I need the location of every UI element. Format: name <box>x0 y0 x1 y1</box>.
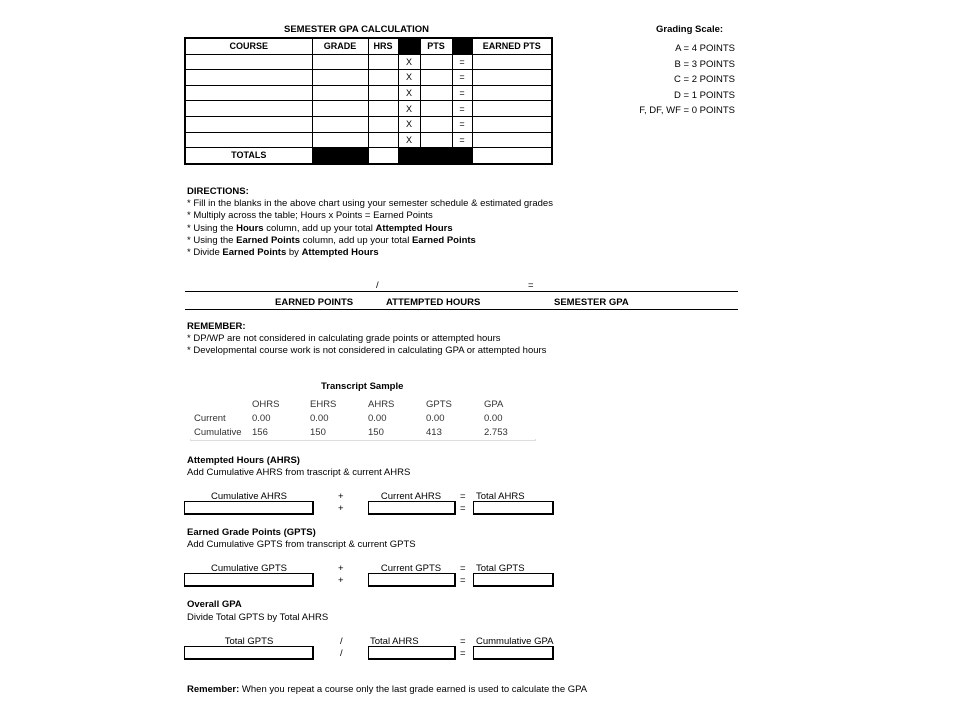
scale-item: B = 3 POINTS <box>674 58 735 70</box>
calc-title: SEMESTER GPA CALCULATION <box>284 24 429 35</box>
directions-title: DIRECTIONS: <box>187 186 249 197</box>
transcript-cell: 156 <box>252 426 268 438</box>
plus-sign: + <box>338 563 344 574</box>
equals-sign: = <box>452 132 472 148</box>
direction-line <box>187 247 553 259</box>
scale-item: C = 2 POINTS <box>674 74 735 86</box>
table-row <box>185 70 552 86</box>
transcript-cell: 0.00 <box>484 412 503 424</box>
table-row <box>185 54 552 70</box>
transcript-cell: 150 <box>368 426 384 438</box>
text: column, add up your total <box>300 234 412 246</box>
hrs-cell[interactable] <box>368 101 398 117</box>
formula-top-line <box>185 291 738 292</box>
totals-blocked <box>452 148 472 164</box>
hrs-cell[interactable] <box>368 132 398 148</box>
course-cell[interactable] <box>185 54 312 70</box>
header-spacer <box>452 38 472 54</box>
course-cell[interactable] <box>185 132 312 148</box>
pts-cell[interactable] <box>420 85 452 101</box>
earned-cell[interactable] <box>472 116 552 132</box>
ahrs-desc: Add Cumulative AHRS from trascript & current AHRS <box>187 467 411 478</box>
equals-sign: = <box>452 70 472 86</box>
transcript-header: AHRS <box>368 398 395 410</box>
totals-label: TOTALS <box>185 148 312 164</box>
grade-cell[interactable] <box>312 54 368 70</box>
equals-sign: = <box>460 491 466 502</box>
total-ahrs-input[interactable] <box>368 646 456 660</box>
totals-blocked <box>312 148 368 164</box>
cumulative-gpa-field[interactable] <box>473 646 554 660</box>
header-pts: PTS <box>420 38 452 54</box>
transcript-title: Transcript Sample <box>321 381 404 392</box>
transcript-header: GPA <box>484 398 504 410</box>
remember-line: * DP/WP are not considered in calculating grade points or attempted hours <box>187 333 501 345</box>
emphasis: Earned Points <box>411 234 476 246</box>
times-sign: X <box>398 101 420 117</box>
direction-line: * Multiply across the table; Hours x Points = Earned Points <box>187 210 433 222</box>
times-sign: X <box>398 54 420 70</box>
course-cell[interactable] <box>185 101 312 117</box>
footer-label: Remember: <box>187 684 240 695</box>
equals-sign: = <box>452 116 472 132</box>
transcript-cell: Cumulative <box>194 426 242 438</box>
footer-text: When you repeat a course only the last grade earned is used to calculate the GPA <box>239 684 588 695</box>
transcript-cell: 150 <box>310 426 326 438</box>
cumulative-ahrs-field[interactable] <box>184 501 314 515</box>
transcript-cell: Current <box>194 412 226 424</box>
grade-cell[interactable] <box>312 116 368 132</box>
gpts-col3-label: Total GPTS <box>476 563 525 574</box>
transcript-row <box>190 425 536 439</box>
formula-gpa-label: SEMESTER GPA <box>554 297 629 308</box>
grade-cell[interactable] <box>312 101 368 117</box>
times-sign: X <box>398 132 420 148</box>
transcript-row <box>190 411 536 425</box>
gpts-col1-label: Cumulative GPTS <box>210 563 288 574</box>
total-gpts-input[interactable] <box>184 646 314 660</box>
total-hrs-cell[interactable] <box>368 148 398 164</box>
ahrs-col3-label: Total AHRS <box>476 491 525 502</box>
earned-cell[interactable] <box>472 132 552 148</box>
total-earned-cell[interactable] <box>472 148 552 164</box>
equals-sign: = <box>460 636 466 647</box>
equals-sign: = <box>460 648 466 659</box>
plus-sign: + <box>338 503 344 514</box>
formula-bottom-line <box>185 309 738 310</box>
direction-line: * Fill in the blanks in the above chart using your semester schedule & estimated grades <box>187 198 553 210</box>
grade-cell[interactable] <box>312 85 368 101</box>
transcript-cell: 0.00 <box>310 412 329 424</box>
pts-cell[interactable] <box>420 116 452 132</box>
header-course: COURSE <box>185 38 312 54</box>
grade-cell[interactable] <box>312 70 368 86</box>
transcript-header: EHRS <box>310 398 337 410</box>
current-ahrs-field[interactable] <box>368 501 456 515</box>
overall-col1-label: Total GPTS <box>224 636 274 647</box>
totals-row <box>185 148 552 164</box>
earned-cell[interactable] <box>472 70 552 86</box>
total-ahrs-field[interactable] <box>473 501 554 515</box>
divide-sign: / <box>340 648 343 659</box>
text: * Using the <box>187 222 237 234</box>
transcript-cell: 2.753 <box>484 426 508 438</box>
text: * Using the <box>187 234 237 246</box>
grading-scale-title: Grading Scale: <box>656 24 724 35</box>
pts-cell[interactable] <box>420 101 452 117</box>
table-row <box>185 132 552 148</box>
transcript-cell: 0.00 <box>426 412 445 424</box>
times-sign: X <box>398 85 420 101</box>
gpts-col2-label: Current GPTS <box>380 563 442 574</box>
divide-sign: / <box>340 636 343 647</box>
formula-slash: / <box>376 280 379 291</box>
earned-cell[interactable] <box>472 85 552 101</box>
equals-sign: = <box>460 563 466 574</box>
header-earned: EARNED PTS <box>472 38 552 54</box>
header-hrs: HRS <box>368 38 398 54</box>
formula-earned-label: EARNED POINTS <box>275 297 354 308</box>
earned-cell[interactable] <box>472 54 552 70</box>
pts-cell[interactable] <box>420 54 452 70</box>
formula-equals: = <box>528 280 534 291</box>
direction-line <box>187 235 553 247</box>
gpts-desc: Add Cumulative GPTS from transcript & current GPTS <box>187 539 416 550</box>
hrs-cell[interactable] <box>368 70 398 86</box>
current-gpts-field[interactable] <box>368 573 456 587</box>
table-row <box>185 116 552 132</box>
overall-title: Overall GPA <box>187 599 242 610</box>
emphasis: Attempted Hours <box>301 247 379 259</box>
gpa-calc-table <box>184 37 553 165</box>
pts-cell[interactable] <box>420 70 452 86</box>
formula-attempted-label: ATTEMPTED HOURS <box>386 297 481 308</box>
remember-line: * Developmental course work is not considered in calculating GPA or attempted hours <box>187 345 547 357</box>
ahrs-title: Attempted Hours (AHRS) <box>187 455 300 466</box>
course-cell[interactable] <box>185 85 312 101</box>
earned-cell[interactable] <box>472 101 552 117</box>
emphasis: Earned Points <box>236 234 300 246</box>
times-sign: X <box>398 116 420 132</box>
equals-sign: = <box>460 575 466 586</box>
hrs-cell[interactable] <box>368 85 398 101</box>
course-cell[interactable] <box>185 70 312 86</box>
table-header-row <box>185 38 552 54</box>
equals-sign: = <box>452 54 472 70</box>
ahrs-col2-label: Current AHRS <box>380 491 442 502</box>
header-spacer <box>398 38 420 54</box>
emphasis: Attempted Hours <box>375 222 453 234</box>
remember-title: REMEMBER: <box>187 321 246 332</box>
footer-note <box>187 684 587 695</box>
hrs-cell[interactable] <box>368 116 398 132</box>
plus-sign: + <box>338 575 344 586</box>
ahrs-col1-label: Cumulative AHRS <box>210 491 288 502</box>
equals-sign: = <box>460 503 466 514</box>
remember-section <box>187 321 546 358</box>
gpts-title: Earned Grade Points (GPTS) <box>187 527 316 538</box>
plus-sign: + <box>338 491 344 502</box>
transcript-header <box>190 397 248 411</box>
directions <box>187 186 553 259</box>
transcript-cell: 0.00 <box>368 412 387 424</box>
totals-blocked <box>420 148 452 164</box>
transcript-header: OHRS <box>252 398 280 410</box>
total-gpts-field[interactable] <box>473 573 554 587</box>
transcript-header: GPTS <box>426 398 452 410</box>
transcript-cell: 0.00 <box>252 412 271 424</box>
scale-item: D = 1 POINTS <box>674 89 735 101</box>
overall-col3-label: Cummulative GPA <box>476 636 554 647</box>
overall-col2-label: Total AHRS <box>370 636 419 647</box>
transcript-cell: 413 <box>426 426 442 438</box>
direction-line <box>187 223 553 235</box>
grading-scale-list <box>600 41 735 119</box>
text: * Divide <box>187 247 223 259</box>
pts-cell[interactable] <box>420 132 452 148</box>
course-cell[interactable] <box>185 116 312 132</box>
scale-item: A = 4 POINTS <box>675 43 735 54</box>
overall-desc: Divide Total GPTS by Total AHRS <box>187 612 329 623</box>
table-row <box>185 85 552 101</box>
text: by <box>286 247 302 259</box>
scale-item: F, DF, WF = 0 POINTS <box>639 105 735 117</box>
transcript-header-row <box>190 397 536 411</box>
times-sign: X <box>398 70 420 86</box>
hrs-cell[interactable] <box>368 54 398 70</box>
header-grade: GRADE <box>312 38 368 54</box>
table-row <box>185 101 552 117</box>
transcript-table <box>190 397 536 439</box>
emphasis: Hours <box>236 222 264 234</box>
grade-cell[interactable] <box>312 132 368 148</box>
equals-sign: = <box>452 85 472 101</box>
cumulative-gpts-field[interactable] <box>184 573 314 587</box>
emphasis: Earned Points <box>222 247 287 259</box>
text: column, add up your total <box>263 222 376 234</box>
totals-blocked <box>398 148 420 164</box>
equals-sign: = <box>452 101 472 117</box>
